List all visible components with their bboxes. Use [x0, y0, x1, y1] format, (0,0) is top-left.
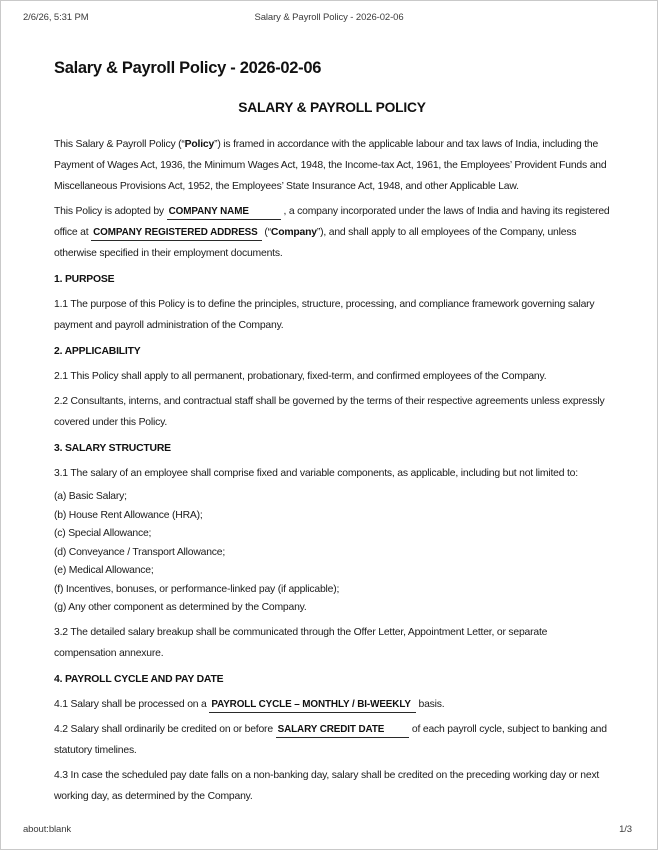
print-footer-source-url: about:blank	[23, 824, 72, 835]
doc-title: Salary & Payroll Policy - 2026-02-06	[54, 59, 322, 77]
text-segment: ”), and shall apply to all employees of the Company, unless otherwise specified in their employment documents.	[54, 227, 577, 259]
list-item: (a) Basic Salary;	[54, 491, 127, 502]
text-segment: (“	[261, 227, 271, 238]
list-item: (f) Incentives, bonuses, or performance-linked pay (if applicable);	[54, 583, 340, 595]
text-segment: 4.2 Salary shall ordinarily be credited on or before	[54, 723, 276, 735]
print-header-doc-title: Salary & Payroll Policy - 2026-02-06	[254, 12, 404, 23]
doc-paragraph	[54, 622, 610, 664]
text-segment: This Policy is adopted by	[54, 206, 167, 217]
doc-paragraph	[54, 719, 610, 761]
text-segment: 3.1 The salary of an employee shall comprise fixed and variable components, as applicable, including but not limited to:	[54, 468, 578, 479]
doc-paragraph	[54, 694, 610, 715]
text-segment: 2.2 Consultants, interns, and contractual staff shall be governed by the terms of their respective agreements unless expressly covered under this Policy.	[54, 396, 605, 428]
text-segment: This Salary & Payroll Policy (“	[54, 139, 185, 150]
fill-in-blank: COMPANY NAME	[167, 205, 281, 220]
doc-content-blocks	[54, 134, 610, 807]
section-heading: 3. SALARY STRUCTURE	[54, 443, 171, 454]
text-segment: , a company incorporated under the laws of India and having its registered office at	[54, 206, 610, 238]
text-segment: 4.1 Salary shall be processed on a	[54, 698, 210, 710]
list-item: (e) Medical Allowance;	[54, 565, 154, 576]
doc-paragraph	[54, 201, 610, 264]
doc-paragraph	[54, 765, 610, 807]
print-header	[23, 12, 635, 23]
doc-paragraph	[54, 463, 610, 484]
list-item: (c) Special Allowance;	[54, 528, 152, 539]
document-body	[54, 57, 610, 807]
print-header-datetime: 2/6/26, 5:31 PM	[23, 12, 89, 23]
doc-paragraph	[54, 134, 610, 197]
text-segment: of each payroll cycle, subject to banking and statutory timelines.	[54, 723, 607, 756]
doc-paragraph	[54, 366, 610, 387]
print-footer-page-indicator: 1/3	[619, 824, 632, 835]
text-segment: 2.1 This Policy shall apply to all permanent, probationary, fixed-term, and confirmed employees of the Company.	[54, 371, 547, 382]
fill-in-blank: COMPANY REGISTERED ADDRESS	[91, 226, 262, 241]
fill-in-blank: PAYROLL CYCLE – MONTHLY / BI-WEEKLY	[209, 698, 416, 713]
text-segment: basis.	[415, 698, 445, 710]
list-item: (g) Any other component as determined by the Company.	[54, 602, 307, 613]
list-item: (b) House Rent Allowance (HRA);	[54, 509, 203, 521]
fill-in-blank: SALARY CREDIT DATE	[276, 723, 410, 738]
section-heading: 1. PURPOSE	[54, 274, 115, 285]
salary-components-list	[54, 488, 610, 618]
text-segment: 1.1 The purpose of this Policy is to define the principles, structure, processing, and compliance framework governing salary payment and payroll administration of the Company.	[54, 299, 595, 331]
section-heading: 2. APPLICABILITY	[54, 346, 141, 357]
doc-paragraph	[54, 391, 610, 433]
list-item: (d) Conveyance / Transport Allowance;	[54, 546, 226, 558]
text-segment: Company	[270, 227, 317, 238]
text-segment: ”) is framed in accordance with the applicable labour and tax laws of India, including the Payment of Wages Act, 1936, the Minimum Wages Act, 1948, the Income-tax Act, 1961, the Employees’ Provident Funds and Miscellaneous Provisions Act, 1952, the Employees’ State Insurance Act, 1948, and other Applicable Law.	[54, 139, 607, 192]
text-segment: 4.3 In case the scheduled pay date falls on a non-banking day, salary shall be credited on the preceding working day or next working day, as determined by the Company.	[54, 769, 600, 802]
text-segment: Policy	[184, 139, 215, 150]
doc-main-heading: SALARY & PAYROLL POLICY	[238, 100, 426, 115]
text-segment: 3.2 The detailed salary breakup shall be communicated through the Offer Letter, Appointment Letter, or separate compensation annexure.	[54, 626, 548, 659]
section-heading: 4. PAYROLL CYCLE AND PAY DATE	[54, 673, 224, 685]
doc-paragraph	[54, 294, 610, 336]
